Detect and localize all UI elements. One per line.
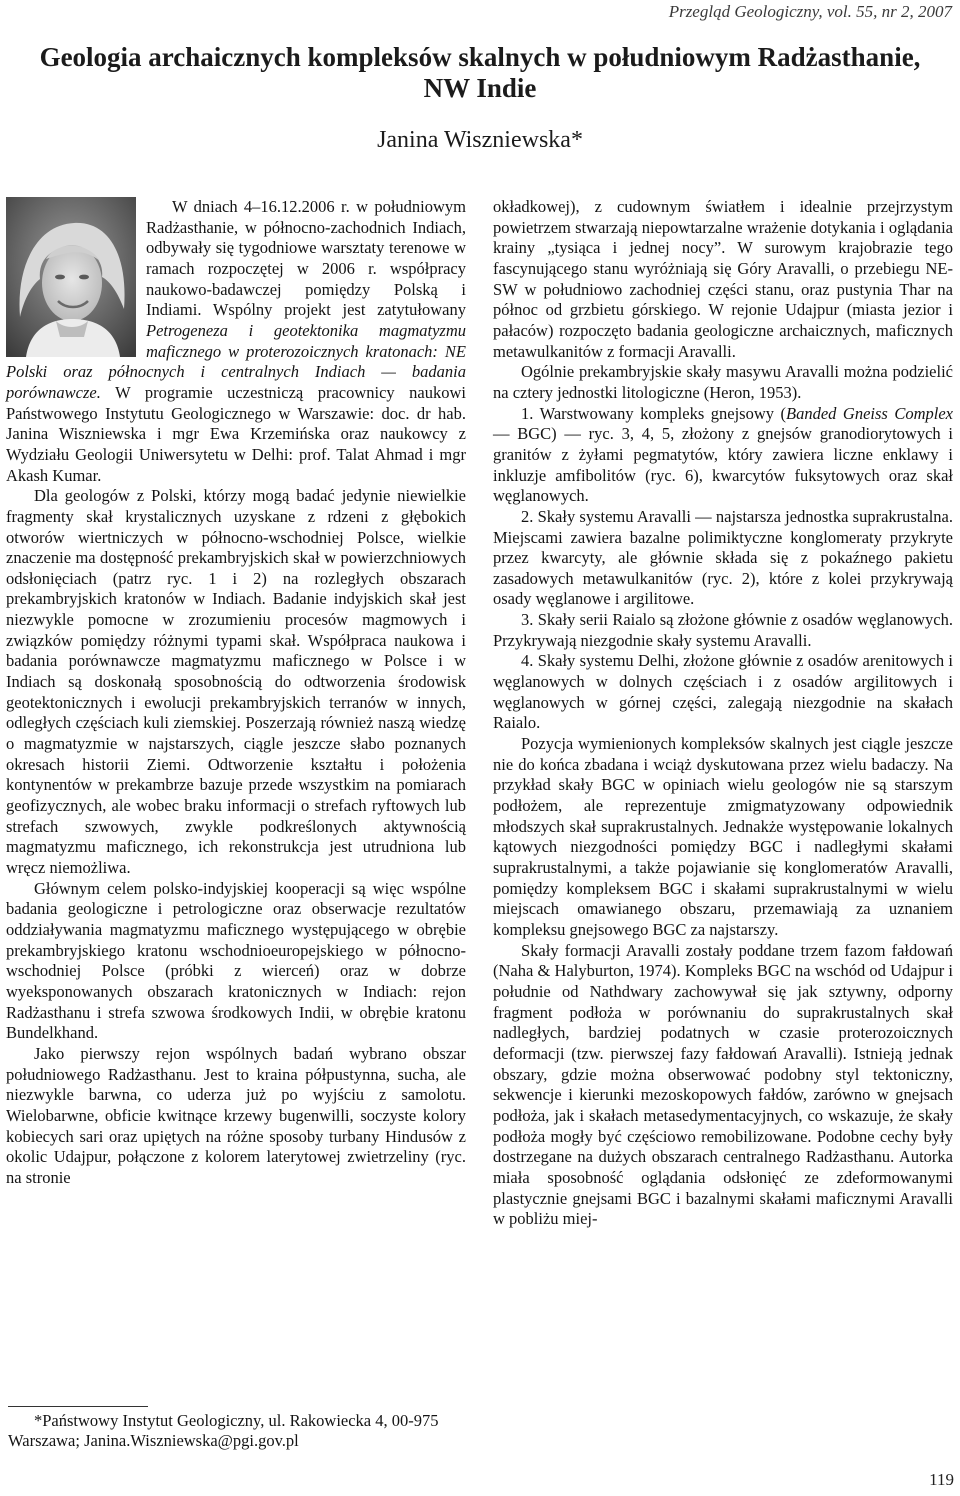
intro-text: W dniach 4–16.12.2006 r. w południowym Radżasthanie, w północno-zachodnich Indiach, odbywały się tygodniowe warsztaty terenowe w ramach rozpoczętej w 2006 r. współpracy naukowo-badawczej pomiędzy Polską i Indiami. Wspólny projekt jest zatytułowany [146,197,466,320]
author-name: Janina Wiszniewska* [377,127,583,153]
unit-1-lead: 1. Warstwowany kompleks gnejsowy ( [521,403,786,423]
article-title-line-1: Geologia archaicznych kompleksów skalnych w południowym Radżasthanie, [39,42,921,72]
right-paragraph-1: okładkowej), z cudownym światłem i idealnie przejrzystym powietrzem stwarzają niepowtarzalne wrażenie dotykania i oglądania krainy „tysiąca i jednej nocy”. W surowym krajobrazie tego fascynującego stanu wyróżniają się Góry Aravalli, o przebiegu NE-SW w południowo zachodniej części stanu, oraz pustynia Thar na północ od grzbietu górskiego. W rejonie Udajpur (miasta jezior i pałaców) rozpoczęto badania geologiczne archaicznych, maficznych metawulkanitów z formacji Aravalli. [493,197,953,361]
footnote-divider [8,1406,148,1407]
right-paragraph-4: 2. Skały systemu Aravalli — najstarsza jednostka suprakrustalna. Miejscami zawiera bazalne polimiktyczne konglomeraty przykryte przez kwarcyty, ale głównie składa się z pokaźnego pakietu zasadowych metawulkanitów (ryc. 2), które z kolei przykrywają osady węglanowe i argilitowe. [493,506,953,609]
footnote [8,1411,468,1451]
right-paragraph-3 [493,404,953,507]
intro-text-tail: W programie uczestniczą pracownicy naukowi Państwowego Instytutu Geologicznego w Warszawie: doc. dr hab. Janina Wiszniewska i mgr Ewa Krzemińska oraz naukowcy z Wydziału Geologii Uniwersytetu w Delhi: prof. Talat Ahmad i mgr Akash Kumar. [6,382,467,485]
right-paragraph-2: Ogólnie prekambryjskie skały masywu Aravalli można podzielić na cztery jednostki litologiczne (Heron, 1953). [493,362,953,402]
author-portrait [6,197,136,357]
right-paragraph-8: Skały formacji Aravalli zostały poddane trzem fazom fałdowań (Naha & Halyburton, 1974). Kompleks BGC na wschód od Udajpur i południe od Nathdwary zachowywał się jak sztywny, odporny fragment podłoża w porównaniu do suprakrustalnych skał nadległych, bardziej podatnych w czasie proterozoicznych deformacji (tzw. pierwszej fazy fałdowań Aravalli). Istnieją jednak obszary, gdzie można obserwować podobny styl tektoniczny, sekwencje i kierunki mezoskopowych fałdów, zarówno w gnejsach podłoża, jak i skałach metasedymentacyjnych, co wskazuje, że skały podłoża mogły być częściowo remobilizowane. Podobne cechy były dostrzegane na dużych obszarach centralnego Radżasthanu. Autorka miała sposobność oglądania odsłonięć ze zdeformowanymi plastycznie gnejsami BGC i bazalnymi skałami maficznymi Aravalli w pobliżu miej- [493,940,953,1229]
left-column [6,197,466,1189]
paragraph-3: Głównym celem polsko-indyjskiej kooperacji są więc wspólne badania geologiczne i petrologiczne oraz obserwacje rezultatów oddziaływania magmatyzmu maficznego występującego w obrębie prekambryjskiego kratonu wschodnioeuropejskiego w północno-wschodniej Polsce (próbki z wierceń) oraz w dobrze wyeksponowanych obszarach kratonicznych w Indiach: rejon Radżasthanu i strefa szwowa środkowych Indii, w obrębie kratonu Bundelkhand. [6,878,466,1043]
page-number: 119 [929,1470,954,1489]
right-column [493,197,953,1230]
footnote-line-1: *Państwowy Instytut Geologiczny, ul. Rakowiecka 4, 00-975 [34,1411,439,1430]
paragraph-2: Dla geologów z Polski, którzy mogą badać jedynie niewielkie fragmenty skał krystalicznych uzyskane z rdzeni z głębokich otworów wiertniczych w północno-wschodniej Polsce, wielkie znaczenie ma dostępność prekambryjskich skał w powierzchniowych odsłonięciach (patrz ryc. 1 i 2) na rozległych obszarach prekambryjskich kratonów w Indiach. Badanie indyjskich skał jest niezwykle pomocne w zrozumieniu procesów magmowych i związków pomiędzy różnymi typami skał. Współpraca naukowa i badania porównawcze magmatyzmu maficznego w Polsce i w Indiach są doskonałą sposobnością do odtworzenia środowisk geotektonicznych i ewolucji prekambryjskich terranów w innych, odległych częściach kuli ziemskiej. Poszerzają również naszą wiedzę o magmatyzmie w najstarszych, ciągle jeszcze słabo poznanych okresach historii Ziemi. Odtworzenie kształtu i położenia kontynentów w prekambrze bazuje przede wszystkim na pomiarach geofizycznych, ale wobec braku informacji o strefach ryftowych lub strefach szwowych, zwykle podkreślonych aktywnością magmatyzmu maficznego, ich rekonstrukcja jest utrudniona lub wręcz niemożliwa. [6,486,466,877]
right-paragraph-5: 3. Skały serii Raialo są złożone głównie z osadów węglanowych. Przykrywają niezgodnie skały systemu Aravalli. [493,610,953,650]
unit-1-body: — BGC) — ryc. 3, 4, 5, złożony z gnejsów granodiorytowych i granitów z żyłami pegmatytów, który zawiera liczne enklawy i inkluzje amfibolitów (ryc. 6), kwarcytów fuksytowych oraz skał węglanowych. [493,424,953,506]
right-paragraph-7: Pozycja wymienionych kompleksów skalnych jest ciągle jeszcze nie do końca zbadana i wciąż dyskutowana przez wielu badaczy. Na przykład skały BGC w opiniach wielu geologów nie są starszym podłożem, ale reprezentuje zmigmatyzowany odpowiednik młodszych skał suprakrustalnych. Jednakże występowanie lokalnych kątowych niezgodności pomiędzy BGC i nadległymi skałami suprakrustalnymi, a także pojawianie się konglomeratów Aravalli, pomiędzy kompleksem BGC i skałami suprakrustalnymi w wielu miejscach omawianego obszaru, przemawiają za uznaniem kompleksu gnejsowego BGC za najstarszy. [493,734,953,939]
journal-header: Przegląd Geologiczny, vol. 55, nr 2, 2007 [668,2,952,21]
unit-1-name: Banded Gneiss Complex [786,403,953,423]
right-paragraph-6: 4. Skały systemu Delhi, złożone głównie z osadów arenitowych i węglanowych w dolnych częściach i z osadów argilitowych i węglanowych w górnej części, zalegają niezgodnie na skałach Raialo. [493,651,953,733]
project-title: Petrogeneza i geotektonika magmatyzmu maficznego w proterozoicznych kratonach: NE Polski oraz północnych i centralnych Indiach — badania porównawcze. [6,320,466,402]
footnote-line-2: Warszawa; Janina.Wiszniewska@pgi.gov.pl [8,1431,299,1450]
paragraph-4: Jako pierwszy rejon wspólnych badań wybrano obszar południowego Radżasthanu. Jest to kraina półpustynna, sucha, ale niezwykle barwna, co uderza już po wyjściu z samolotu. Wielobarwne, obficie kwitnące krzewy bugenwilli, soczyste kolory kobiecych sari oraz upiętych na różne sposoby turbany Hindusów z okolic Udajpur, połączone z kolorem laterytowej zwietrzeliny (ryc. na stronie [6,1043,466,1187]
article-title [0,42,960,104]
article-title-line-2: NW Indie [423,73,537,103]
